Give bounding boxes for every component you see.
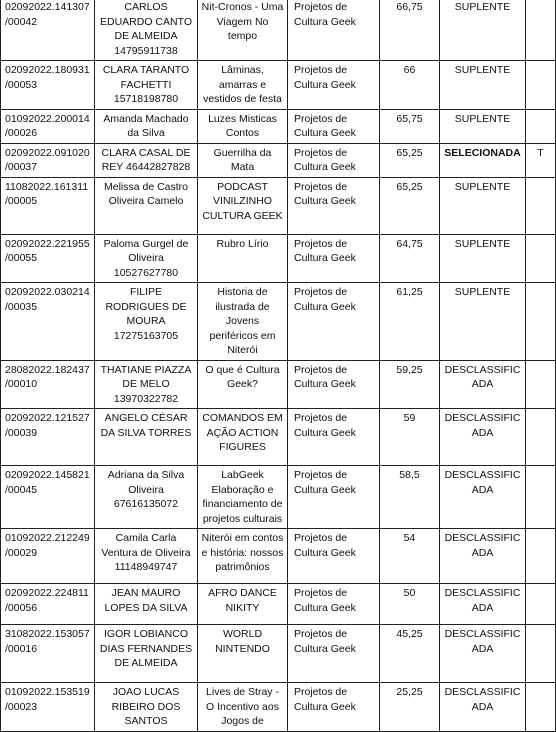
category-cell: Projetos de Cultura Geek: [288, 466, 380, 529]
score-cell: 54: [380, 529, 440, 584]
protocol-cell: 02092022.030214/00035: [1, 283, 95, 361]
category-cell: Projetos de Cultura Geek: [288, 143, 380, 177]
protocol-cell: 01092022.153519/00023: [1, 683, 95, 732]
category-cell: Projetos de Cultura Geek: [288, 625, 380, 683]
score-cell: 61,25: [380, 283, 440, 361]
result-cell: SUPLENTE: [440, 0, 526, 61]
mark-cell: [526, 61, 556, 110]
applicant-name-cell: THATIANE PIAZZA DE MELO 13970322782: [95, 360, 198, 409]
category-cell: Projetos de Cultura Geek: [288, 584, 380, 625]
protocol-cell: 02092022.145821/00045: [1, 466, 95, 529]
result-cell: SUPLENTE: [440, 177, 526, 234]
score-cell: 59: [380, 409, 440, 466]
mark-cell: [526, 466, 556, 529]
project-title-cell: Luzes Misticas Contos: [198, 109, 288, 143]
project-title-cell: AFRO DANCE NIKITY: [198, 584, 288, 625]
mark-cell: T: [526, 143, 556, 177]
results-table-body: [1, 0, 556, 731]
score-cell: 45,25: [380, 625, 440, 683]
result-cell: DESCLASSIFICADA: [440, 683, 526, 732]
result-cell: DESCLASSIFICADA: [440, 529, 526, 584]
score-cell: 58,5: [380, 466, 440, 529]
result-cell: DESCLASSIFICADA: [440, 625, 526, 683]
result-cell: SUPLENTE: [440, 109, 526, 143]
protocol-cell: 11082022.161311/00005: [1, 177, 95, 234]
result-cell: SUPLENTE: [440, 234, 526, 283]
score-cell: 66,75: [380, 0, 440, 61]
mark-cell: [526, 177, 556, 234]
project-title-cell: Nit-Cronos - Uma Viagem No tempo: [198, 0, 288, 61]
mark-cell: [526, 625, 556, 683]
applicant-name-cell: IGOR LOBIANCO DIAS FERNANDES DE ALMEIDA: [95, 625, 198, 683]
mark-cell: [526, 360, 556, 409]
table-row: [1, 109, 556, 143]
category-cell: Projetos de Cultura Geek: [288, 177, 380, 234]
applicant-name-cell: CARLOS EDUARDO CANTO DE ALMEIDA 14795911738: [95, 0, 198, 61]
result-cell: SUPLENTE: [440, 283, 526, 361]
mark-cell: [526, 109, 556, 143]
project-title-cell: COMANDOS EM AÇÃO ACTION FIGURES: [198, 409, 288, 466]
table-row: [1, 683, 556, 732]
mark-cell: [526, 529, 556, 584]
protocol-cell: 28082022.182437/00010: [1, 360, 95, 409]
project-title-cell: Niterói em contos e história: nossos patrimônios: [198, 529, 288, 584]
project-title-cell: O que é Cultura Geek?: [198, 360, 288, 409]
mark-cell: [526, 584, 556, 625]
score-cell: 59,25: [380, 360, 440, 409]
category-cell: Projetos de Cultura Geek: [288, 61, 380, 110]
score-cell: 66: [380, 61, 440, 110]
result-cell: DESCLASSIFICADA: [440, 360, 526, 409]
category-cell: Projetos de Cultura Geek: [288, 409, 380, 466]
applicant-name-cell: JEAN MAURO LOPES DA SILVA: [95, 584, 198, 625]
project-title-cell: Rubro Lírio: [198, 234, 288, 283]
project-title-cell: LabGeek Elaboração e financiamento de projetos culturais: [198, 466, 288, 529]
table-row: [1, 625, 556, 683]
category-cell: Projetos de Cultura Geek: [288, 683, 380, 732]
project-title-cell: PODCAST VINILZINHO CULTURA GEEK: [198, 177, 288, 234]
applicant-name-cell: JOAO LUCAS RIBEIRO DOS SANTOS: [95, 683, 198, 732]
score-cell: 65,25: [380, 143, 440, 177]
table-row: [1, 234, 556, 283]
applicant-name-cell: CLARA CASAL DE REY 46442827828: [95, 143, 198, 177]
protocol-cell: 01092022.212249/00029: [1, 529, 95, 584]
result-cell: SELECIONADA: [440, 143, 526, 177]
mark-cell: [526, 409, 556, 466]
applicant-name-cell: Melissa de Castro Oliveira Camelo: [95, 177, 198, 234]
mark-cell: [526, 234, 556, 283]
table-row: [1, 143, 556, 177]
category-cell: Projetos de Cultura Geek: [288, 234, 380, 283]
project-title-cell: Lâminas, amarras e vestidos de festa: [198, 61, 288, 110]
applicant-name-cell: Adriana da Silva Oliveira 67616135072: [95, 466, 198, 529]
mark-cell: [526, 283, 556, 361]
score-cell: 50: [380, 584, 440, 625]
protocol-cell: 02092022.091020/00037: [1, 143, 95, 177]
protocol-cell: 02092022.221955/00055: [1, 234, 95, 283]
table-row: [1, 283, 556, 361]
category-cell: Projetos de Cultura Geek: [288, 360, 380, 409]
category-cell: Projetos de Cultura Geek: [288, 109, 380, 143]
applicant-name-cell: Amanda Machado da Silva: [95, 109, 198, 143]
protocol-cell: 01092022.200014/00026: [1, 109, 95, 143]
protocol-cell: 02092022.180931/00053: [1, 61, 95, 110]
table-row: [1, 360, 556, 409]
table-row: [1, 466, 556, 529]
score-cell: 25,25: [380, 683, 440, 732]
table-row: [1, 584, 556, 625]
category-cell: Projetos de Cultura Geek: [288, 283, 380, 361]
score-cell: 65,75: [380, 109, 440, 143]
table-row: [1, 61, 556, 110]
project-title-cell: Historia de ilustrada de Jovens periféricos em Niterói: [198, 283, 288, 361]
protocol-cell: 02092022.141307/00042: [1, 0, 95, 61]
mark-cell: [526, 683, 556, 732]
result-cell: SUPLENTE: [440, 61, 526, 110]
protocol-cell: 02092022.121527/00039: [1, 409, 95, 466]
result-cell: DESCLASSIFICADA: [440, 584, 526, 625]
category-cell: Projetos de Cultura Geek: [288, 0, 380, 61]
project-title-cell: WORLD NINTENDO: [198, 625, 288, 683]
table-row: [1, 409, 556, 466]
applicant-name-cell: Paloma Gurgel de Oliveira 10527627780: [95, 234, 198, 283]
protocol-cell: 02092022.224811/00056: [1, 584, 95, 625]
mark-cell: [526, 0, 556, 61]
category-cell: Projetos de Cultura Geek: [288, 529, 380, 584]
project-title-cell: Guerrilha da Mata: [198, 143, 288, 177]
applicant-name-cell: CLARA TARANTO FACHETTI 15718198780: [95, 61, 198, 110]
score-cell: 64,75: [380, 234, 440, 283]
project-title-cell: Lives de Stray - O Incentivo aos Jogos de: [198, 683, 288, 732]
table-row: [1, 529, 556, 584]
applicant-name-cell: ANGELO CÉSAR DA SILVA TORRES: [95, 409, 198, 466]
score-cell: 65,25: [380, 177, 440, 234]
applicant-name-cell: Camila Carla Ventura de Oliveira 11148949747: [95, 529, 198, 584]
applicant-name-cell: FILIPE RODRIGUES DE MOURA 17275163705: [95, 283, 198, 361]
table-row: [1, 0, 556, 61]
protocol-cell: 31082022.153057/00016: [1, 625, 95, 683]
result-cell: DESCLASSIFICADA: [440, 409, 526, 466]
result-cell: DESCLASSIFICADA: [440, 466, 526, 529]
table-row: [1, 177, 556, 234]
